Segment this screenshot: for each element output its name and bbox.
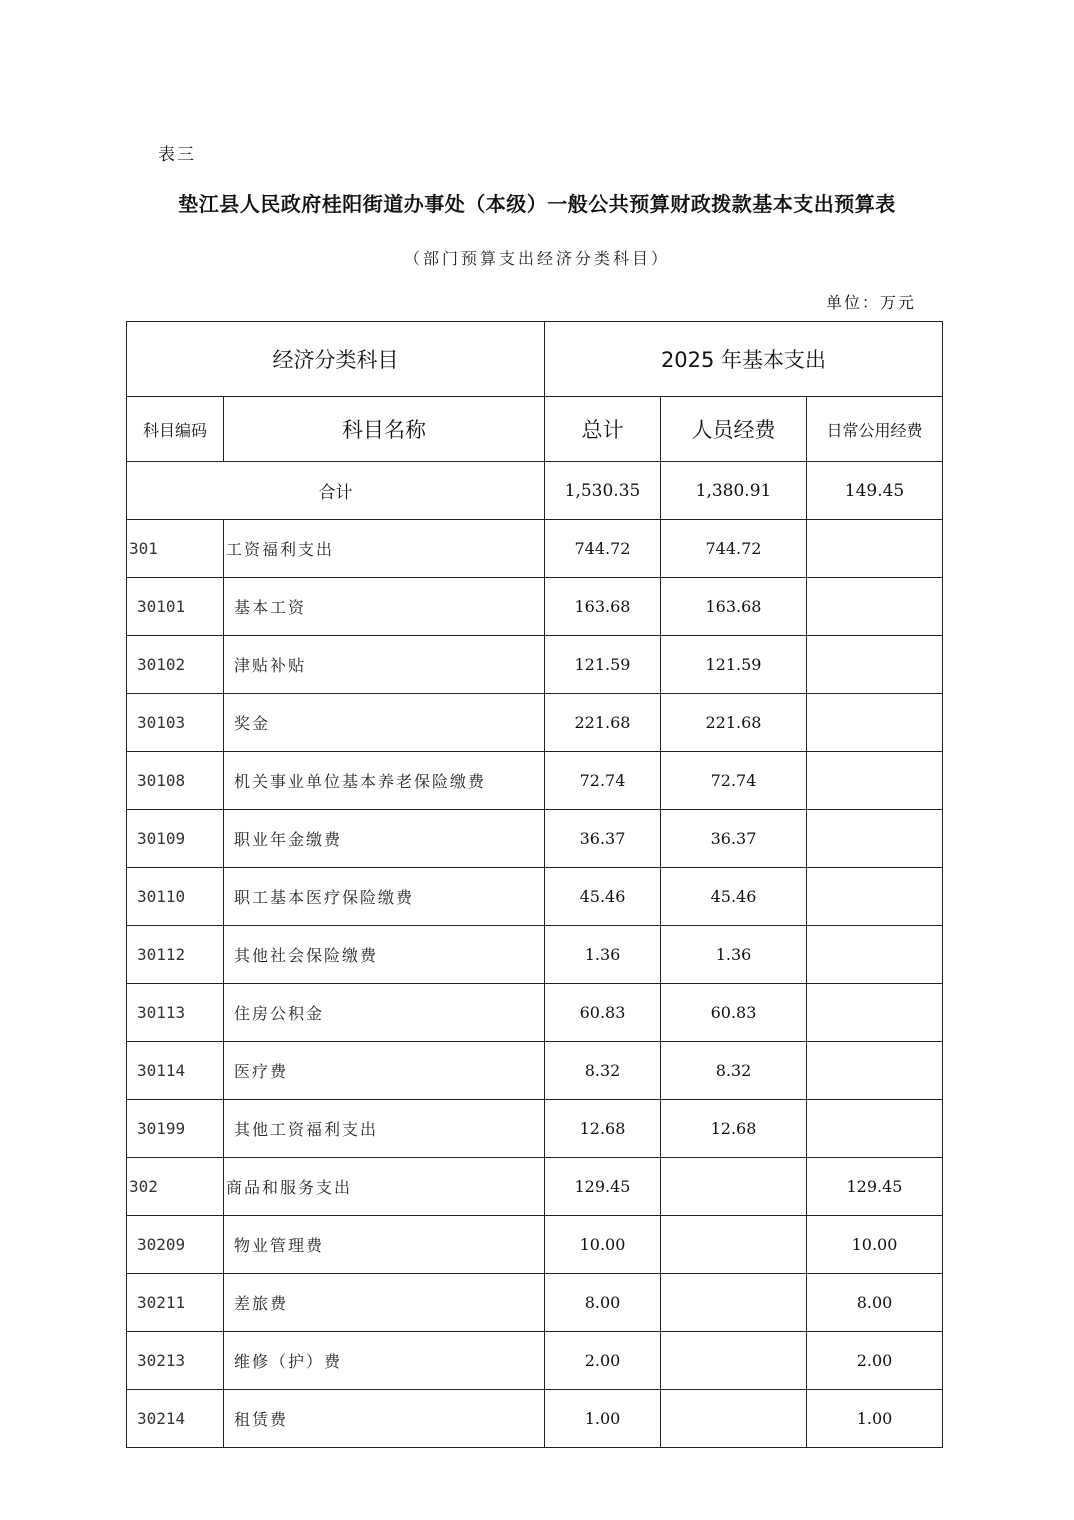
row-personnel — [661, 1158, 807, 1216]
row-name: 基本工资 — [224, 578, 545, 636]
row-personnel: 744.72 — [661, 520, 807, 578]
row-name: 其他工资福利支出 — [224, 1100, 545, 1158]
row-total: 10.00 — [545, 1216, 661, 1274]
row-personnel: 36.37 — [661, 810, 807, 868]
row-name: 职业年金缴费 — [224, 810, 545, 868]
table-row — [127, 984, 943, 1042]
row-code: 30109 — [127, 810, 224, 868]
row-public — [807, 694, 943, 752]
total-sum: 1,530.35 — [545, 462, 661, 520]
row-public — [807, 926, 943, 984]
row-total: 221.68 — [545, 694, 661, 752]
row-code: 30211 — [127, 1274, 224, 1332]
total-public: 149.45 — [807, 462, 943, 520]
row-code: 30113 — [127, 984, 224, 1042]
row-personnel: 8.32 — [661, 1042, 807, 1100]
row-public — [807, 984, 943, 1042]
row-public — [807, 578, 943, 636]
row-code: 30209 — [127, 1216, 224, 1274]
row-public: 8.00 — [807, 1274, 943, 1332]
table-row — [127, 578, 943, 636]
row-name: 职工基本医疗保险缴费 — [224, 868, 545, 926]
row-personnel: 72.74 — [661, 752, 807, 810]
row-personnel: 121.59 — [661, 636, 807, 694]
row-name: 差旅费 — [224, 1274, 545, 1332]
row-personnel — [661, 1216, 807, 1274]
row-personnel: 1.36 — [661, 926, 807, 984]
table-row — [127, 1100, 943, 1158]
table-row — [127, 1158, 943, 1216]
row-name: 奖金 — [224, 694, 545, 752]
row-name: 商品和服务支出 — [224, 1158, 545, 1216]
row-public — [807, 868, 943, 926]
row-code: 30114 — [127, 1042, 224, 1100]
row-personnel — [661, 1274, 807, 1332]
table-row — [127, 1216, 943, 1274]
table-row — [127, 1332, 943, 1390]
row-total: 2.00 — [545, 1332, 661, 1390]
row-total: 129.45 — [545, 1158, 661, 1216]
row-personnel: 60.83 — [661, 984, 807, 1042]
row-total: 1.00 — [545, 1390, 661, 1448]
row-total: 36.37 — [545, 810, 661, 868]
row-total: 8.32 — [545, 1042, 661, 1100]
row-code: 30102 — [127, 636, 224, 694]
page-title: 垫江县人民政府桂阳街道办事处（本级）一般公共预算财政拨款基本支出预算表 — [178, 192, 896, 216]
table-row — [127, 1042, 943, 1100]
table-row — [127, 868, 943, 926]
total-label: 合计 — [127, 462, 545, 520]
total-row — [127, 462, 943, 520]
table-row — [127, 1274, 943, 1332]
row-public: 2.00 — [807, 1332, 943, 1390]
row-name: 物业管理费 — [224, 1216, 545, 1274]
row-name: 住房公积金 — [224, 984, 545, 1042]
row-code: 30112 — [127, 926, 224, 984]
row-public: 1.00 — [807, 1390, 943, 1448]
row-name: 其他社会保险缴费 — [224, 926, 545, 984]
header-personnel: 人员经费 — [661, 397, 807, 462]
row-total: 8.00 — [545, 1274, 661, 1332]
row-code: 302 — [127, 1158, 224, 1216]
row-code: 30213 — [127, 1332, 224, 1390]
page-subtitle: （部门预算支出经济分类科目） — [403, 249, 670, 268]
header-group-2025-basic-expense: 2025 年基本支出 — [545, 322, 943, 397]
row-total: 163.68 — [545, 578, 661, 636]
row-total: 60.83 — [545, 984, 661, 1042]
row-code: 30199 — [127, 1100, 224, 1158]
budget-table — [126, 321, 943, 1448]
row-total: 45.46 — [545, 868, 661, 926]
row-personnel: 12.68 — [661, 1100, 807, 1158]
header-total: 总计 — [545, 397, 661, 462]
row-public — [807, 1100, 943, 1158]
header-group-economic-class: 经济分类科目 — [127, 322, 545, 397]
table-label: 表三 — [158, 145, 196, 165]
row-public — [807, 520, 943, 578]
table-row — [127, 1390, 943, 1448]
row-code: 30214 — [127, 1390, 224, 1448]
row-code: 30110 — [127, 868, 224, 926]
row-personnel: 221.68 — [661, 694, 807, 752]
row-personnel — [661, 1390, 807, 1448]
total-personnel: 1,380.91 — [661, 462, 807, 520]
table-row — [127, 636, 943, 694]
table-row — [127, 752, 943, 810]
row-total: 744.72 — [545, 520, 661, 578]
table-row — [127, 694, 943, 752]
row-public — [807, 752, 943, 810]
header-public: 日常公用经费 — [807, 397, 943, 462]
row-public: 10.00 — [807, 1216, 943, 1274]
row-name: 医疗费 — [224, 1042, 545, 1100]
row-code: 30108 — [127, 752, 224, 810]
row-name: 维修（护）费 — [224, 1332, 545, 1390]
row-public — [807, 636, 943, 694]
row-total: 1.36 — [545, 926, 661, 984]
row-total: 12.68 — [545, 1100, 661, 1158]
table-row — [127, 926, 943, 984]
row-code: 301 — [127, 520, 224, 578]
row-code: 30101 — [127, 578, 224, 636]
row-personnel: 163.68 — [661, 578, 807, 636]
row-total: 72.74 — [545, 752, 661, 810]
row-code: 30103 — [127, 694, 224, 752]
row-name: 津贴补贴 — [224, 636, 545, 694]
row-name: 机关事业单位基本养老保险缴费 — [224, 752, 545, 810]
row-personnel — [661, 1332, 807, 1390]
row-public — [807, 1042, 943, 1100]
row-public — [807, 810, 943, 868]
table-row — [127, 810, 943, 868]
row-name: 工资福利支出 — [224, 520, 545, 578]
table-row — [127, 520, 943, 578]
row-total: 121.59 — [545, 636, 661, 694]
row-public: 129.45 — [807, 1158, 943, 1216]
row-name: 租赁费 — [224, 1390, 545, 1448]
row-personnel: 45.46 — [661, 868, 807, 926]
header-code: 科目编码 — [127, 397, 224, 462]
header-name: 科目名称 — [224, 397, 545, 462]
unit-label: 单位：万元 — [826, 293, 917, 312]
